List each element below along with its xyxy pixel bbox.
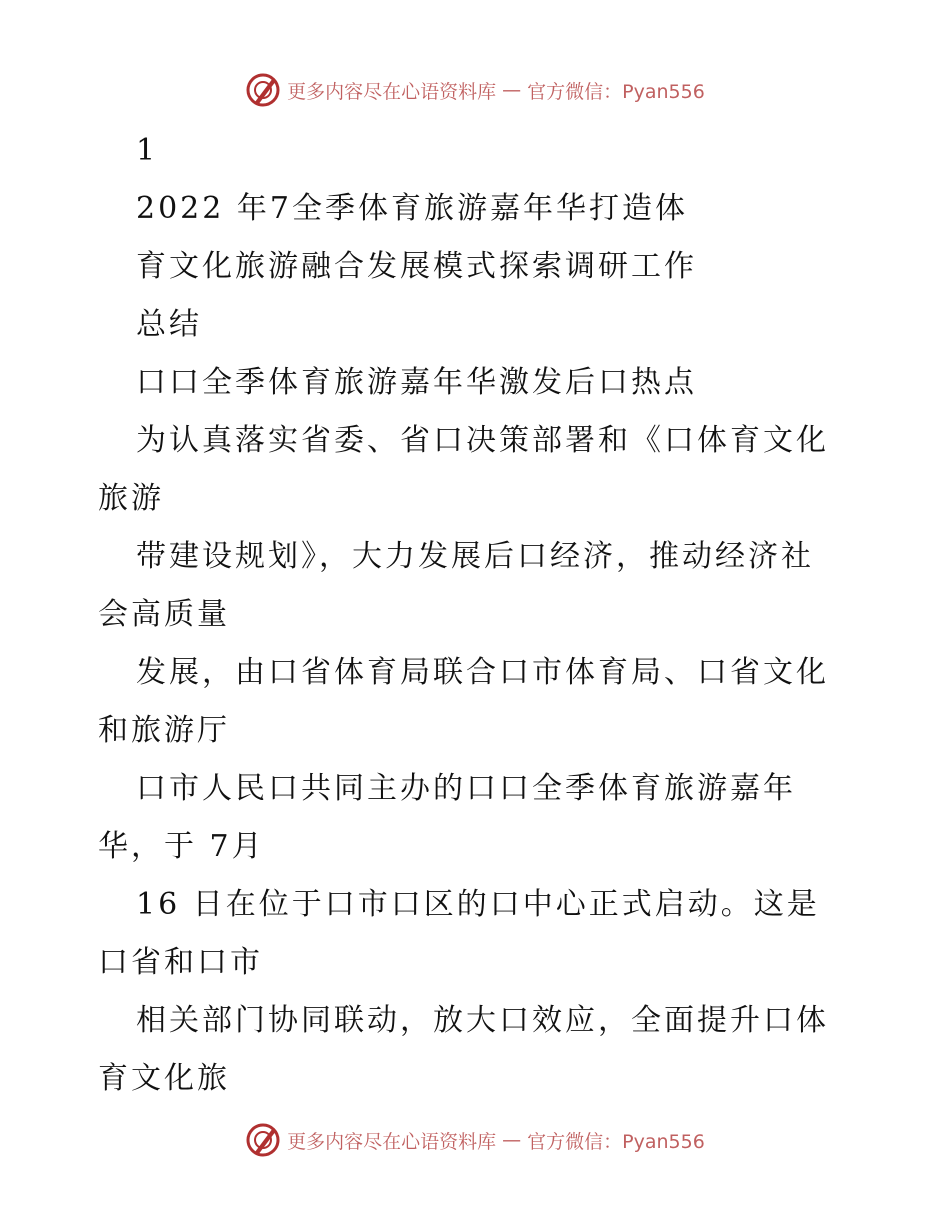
- header-banner-contact: 官方微信：Pyan556: [527, 80, 705, 103]
- header-banner-text: 更多内容尽在心语资料库: [287, 80, 497, 103]
- document-line: 旅游: [98, 481, 164, 516]
- document-line: 带建设规划》，大力发展后口经济，推动经济社: [136, 539, 814, 574]
- footer-banner-text: 更多内容尽在心语资料库: [287, 1130, 497, 1153]
- footer-watermark-banner: [0, 1120, 950, 1160]
- header-watermark-banner: [0, 70, 950, 110]
- document-line: 和旅游厅: [98, 713, 230, 748]
- document-line: 口省和口市: [98, 945, 263, 980]
- document-title-line: 总结: [136, 307, 202, 342]
- document-title-line: 2022 年7全季体育旅游嘉年华打造体: [136, 191, 688, 226]
- pen-logo-icon: [245, 72, 281, 108]
- footer-banner-contact: 官方微信：Pyan556: [527, 1130, 705, 1153]
- footer-banner-separator: —: [502, 1129, 522, 1151]
- document-line: 口市人民口共同主办的口口全季体育旅游嘉年: [136, 771, 796, 806]
- pen-logo-icon: [245, 1122, 281, 1158]
- document-line: 会高质量: [98, 597, 230, 632]
- document-line: 育文化旅: [98, 1061, 230, 1096]
- document-line: 16 日在位于口市口区的口中心正式启动。这是: [136, 887, 820, 922]
- header-banner-separator: —: [502, 79, 522, 101]
- document-line: 1: [136, 133, 159, 168]
- document-title-line: 育文化旅游融合发展模式探索调研工作: [136, 249, 697, 284]
- document-line: 相关部门协同联动，放大口效应，全面提升口体: [136, 1003, 829, 1038]
- document-line: 为认真落实省委、省口决策部署和《口体育文化: [136, 423, 829, 458]
- document-line: 华，于 7月: [98, 829, 265, 864]
- document-heading-line: 口口全季体育旅游嘉年华激发后口热点: [136, 365, 697, 400]
- document-line: 发展，由口省体育局联合口市体育局、口省文化: [136, 655, 829, 690]
- document-body: [98, 122, 858, 1108]
